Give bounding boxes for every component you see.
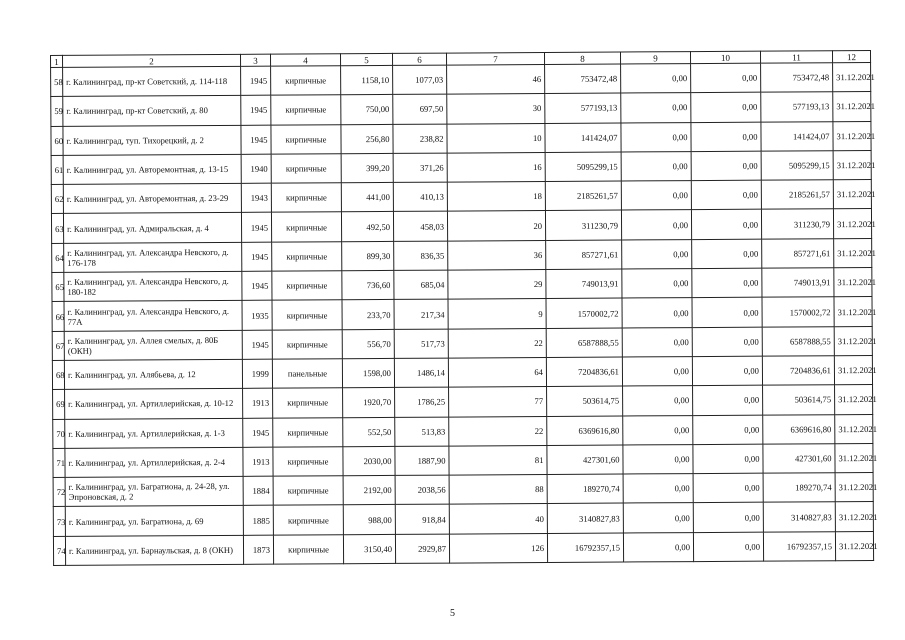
date-cell: 31.12.2021 bbox=[834, 297, 872, 327]
living-area-cell: 918,84 bbox=[395, 505, 449, 535]
column-number: 3 bbox=[240, 54, 270, 66]
year-cell: 1884 bbox=[243, 476, 273, 505]
date-cell: 31.12.2021 bbox=[833, 62, 871, 92]
amount-cell: 0,00 bbox=[693, 385, 763, 415]
year-cell: 1885 bbox=[243, 506, 273, 535]
amount-cell: 0,00 bbox=[693, 503, 763, 533]
residents-count-cell: 10 bbox=[447, 123, 545, 153]
date-cell: 31.12.2021 bbox=[835, 385, 873, 415]
residents-count-cell: 46 bbox=[447, 64, 545, 94]
material-cell: кирпичные bbox=[273, 447, 343, 477]
row-number: 71 bbox=[53, 448, 65, 477]
date-cell: 31.12.2021 bbox=[835, 414, 873, 444]
amount-cell: 0,00 bbox=[693, 473, 763, 503]
amount-cell: 0,00 bbox=[691, 180, 761, 210]
residents-count-cell: 126 bbox=[449, 533, 547, 563]
row-number: 72 bbox=[53, 478, 65, 507]
total-area-cell: 256,80 bbox=[341, 124, 393, 154]
amount-cell: 0,00 bbox=[622, 239, 692, 269]
living-area-cell: 1077,03 bbox=[393, 65, 447, 95]
address-cell: г. Калининград, туп. Тихорецкий, д. 2 bbox=[63, 125, 241, 155]
date-cell: 31.12.2021 bbox=[835, 443, 873, 473]
row-number: 61 bbox=[51, 155, 63, 184]
amount-cell: 427301,60 bbox=[547, 445, 623, 475]
amount-cell: 1570002,72 bbox=[546, 298, 622, 328]
amount-cell: 0,00 bbox=[691, 122, 761, 152]
column-number: 4 bbox=[270, 54, 340, 66]
amount-cell: 5095299,15 bbox=[761, 151, 833, 181]
date-cell: 31.12.2021 bbox=[833, 180, 871, 210]
amount-cell: 0,00 bbox=[691, 151, 761, 181]
amount-cell: 0,00 bbox=[692, 268, 762, 298]
residents-count-cell: 9 bbox=[448, 299, 546, 329]
material-cell: кирпичные bbox=[271, 66, 341, 96]
amount-cell: 0,00 bbox=[623, 474, 693, 504]
amount-cell: 0,00 bbox=[622, 269, 692, 299]
year-cell: 1873 bbox=[243, 535, 273, 564]
amount-cell: 0,00 bbox=[622, 298, 692, 328]
amount-cell: 0,00 bbox=[692, 327, 762, 357]
living-area-cell: 836,35 bbox=[394, 241, 448, 271]
amount-cell: 2185261,57 bbox=[545, 181, 621, 211]
amount-cell: 0,00 bbox=[621, 64, 691, 94]
material-cell: кирпичные bbox=[273, 505, 343, 535]
date-cell: 31.12.2021 bbox=[834, 268, 872, 298]
total-area-cell: 2030,00 bbox=[343, 446, 395, 476]
living-area-cell: 513,83 bbox=[395, 417, 449, 447]
address-cell: г. Калининград, ул. Александра Невского, д. 176-178 bbox=[64, 242, 242, 272]
row-number: 60 bbox=[51, 126, 63, 155]
total-area-cell: 2192,00 bbox=[343, 476, 395, 506]
column-number: 11 bbox=[760, 51, 832, 63]
amount-cell: 6587888,55 bbox=[546, 328, 622, 358]
row-number: 58 bbox=[51, 67, 63, 96]
residents-count-cell: 36 bbox=[448, 240, 546, 270]
row-number: 59 bbox=[51, 97, 63, 126]
living-area-cell: 697,50 bbox=[393, 94, 447, 124]
year-cell: 1945 bbox=[241, 125, 271, 154]
amount-cell: 7204836,61 bbox=[762, 356, 834, 386]
amount-cell: 2185261,57 bbox=[761, 180, 833, 210]
living-area-cell: 217,34 bbox=[394, 299, 448, 329]
amount-cell: 0,00 bbox=[621, 151, 691, 181]
amount-cell: 189270,74 bbox=[763, 473, 835, 503]
amount-cell: 0,00 bbox=[622, 357, 692, 387]
material-cell: панельные bbox=[272, 359, 342, 389]
amount-cell: 0,00 bbox=[692, 239, 762, 269]
living-area-cell: 1887,90 bbox=[395, 446, 449, 476]
residents-count-cell: 22 bbox=[449, 416, 547, 446]
column-number: 12 bbox=[832, 50, 870, 62]
amount-cell: 311230,79 bbox=[545, 210, 621, 240]
total-area-cell: 736,60 bbox=[342, 270, 394, 300]
total-area-cell: 1920,70 bbox=[343, 388, 395, 418]
amount-cell: 3140827,83 bbox=[763, 502, 835, 532]
residents-count-cell: 20 bbox=[447, 211, 545, 241]
amount-cell: 1570002,72 bbox=[762, 297, 834, 327]
amount-cell: 0,00 bbox=[621, 181, 691, 211]
address-cell: г. Калининград, ул. Артиллерийская, д. 10-12 bbox=[65, 389, 243, 419]
amount-cell: 0,00 bbox=[623, 386, 693, 416]
amount-cell: 753472,48 bbox=[545, 64, 621, 94]
material-cell: кирпичные bbox=[273, 534, 343, 564]
residents-count-cell: 29 bbox=[448, 270, 546, 300]
total-area-cell: 492,50 bbox=[341, 212, 393, 242]
total-area-cell: 233,70 bbox=[342, 300, 394, 330]
amount-cell: 0,00 bbox=[691, 63, 761, 93]
amount-cell: 6587888,55 bbox=[762, 326, 834, 356]
amount-cell: 0,00 bbox=[693, 444, 763, 474]
residents-count-cell: 18 bbox=[447, 182, 545, 212]
row-number: 67 bbox=[52, 331, 64, 360]
address-cell: г. Калининград, ул. Артиллерийская, д. 2-4 bbox=[65, 447, 243, 477]
amount-cell: 749013,91 bbox=[546, 269, 622, 299]
amount-cell: 503614,75 bbox=[547, 386, 623, 416]
address-cell: г. Калининград, ул. Алябьева, д. 12 bbox=[64, 359, 242, 389]
amount-cell: 7204836,61 bbox=[546, 357, 622, 387]
date-cell: 31.12.2021 bbox=[833, 121, 871, 151]
amount-cell: 5095299,15 bbox=[545, 152, 621, 182]
amount-cell: 577193,13 bbox=[545, 93, 621, 123]
material-cell: кирпичные bbox=[271, 154, 341, 184]
living-area-cell: 2038,56 bbox=[395, 475, 449, 505]
material-cell: кирпичные bbox=[272, 271, 342, 301]
total-area-cell: 1598,00 bbox=[342, 358, 394, 388]
year-cell: 1945 bbox=[241, 95, 271, 124]
material-cell: кирпичные bbox=[271, 183, 341, 213]
amount-cell: 0,00 bbox=[621, 210, 691, 240]
year-cell: 1945 bbox=[242, 242, 272, 271]
year-cell: 1945 bbox=[242, 330, 272, 359]
living-area-cell: 685,04 bbox=[394, 270, 448, 300]
address-cell: г. Калининград, ул. Александра Невского, д. 180-182 bbox=[64, 271, 242, 301]
year-cell: 1935 bbox=[242, 301, 272, 330]
amount-cell: 857271,61 bbox=[546, 240, 622, 270]
row-number: 69 bbox=[53, 390, 65, 419]
address-cell: г. Калининград, ул. Адмиральская, д. 4 bbox=[63, 213, 241, 243]
material-cell: кирпичные bbox=[271, 95, 341, 125]
total-area-cell: 441,00 bbox=[341, 183, 393, 213]
material-cell: кирпичные bbox=[271, 124, 341, 154]
living-area-cell: 371,26 bbox=[393, 153, 447, 183]
living-area-cell: 458,03 bbox=[393, 212, 447, 242]
address-cell: г. Калининград, ул. Авторемонтная, д. 13-15 bbox=[63, 154, 241, 184]
date-cell: 31.12.2021 bbox=[835, 502, 873, 532]
total-area-cell: 556,70 bbox=[342, 329, 394, 359]
address-cell: г. Калининград, ул. Александра Невского, д. 77А bbox=[64, 301, 242, 331]
total-area-cell: 3150,40 bbox=[343, 534, 395, 564]
total-area-cell: 552,50 bbox=[343, 417, 395, 447]
amount-cell: 0,00 bbox=[623, 503, 693, 533]
residents-count-cell: 81 bbox=[449, 445, 547, 475]
row-number: 62 bbox=[51, 185, 63, 214]
address-cell: г. Калининград, ул. Аллея смелых, д. 80Б (ОКН) bbox=[64, 330, 242, 360]
year-cell: 1940 bbox=[241, 154, 271, 183]
year-cell: 1945 bbox=[243, 418, 273, 447]
column-number: 2 bbox=[63, 54, 241, 67]
amount-cell: 427301,60 bbox=[763, 444, 835, 474]
column-number: 10 bbox=[690, 51, 760, 63]
year-cell: 1945 bbox=[242, 271, 272, 300]
date-cell: 31.12.2021 bbox=[834, 326, 872, 356]
residents-count-cell: 22 bbox=[448, 328, 546, 358]
date-cell: 31.12.2021 bbox=[834, 355, 872, 385]
amount-cell: 141424,07 bbox=[761, 121, 833, 151]
year-cell: 1999 bbox=[242, 359, 272, 388]
amount-cell: 0,00 bbox=[691, 210, 761, 240]
year-cell: 1913 bbox=[243, 388, 273, 417]
material-cell: кирпичные bbox=[272, 242, 342, 272]
row-number: 64 bbox=[52, 243, 64, 272]
amount-cell: 0,00 bbox=[691, 92, 761, 122]
row-number: 68 bbox=[52, 360, 64, 389]
total-area-cell: 988,00 bbox=[343, 505, 395, 535]
page-number: 5 bbox=[450, 608, 455, 619]
amount-cell: 0,00 bbox=[693, 415, 763, 445]
residents-count-cell: 16 bbox=[447, 152, 545, 182]
amount-cell: 0,00 bbox=[692, 356, 762, 386]
column-number: 8 bbox=[544, 52, 620, 64]
row-number: 74 bbox=[53, 536, 65, 565]
amount-cell: 0,00 bbox=[623, 532, 693, 562]
living-area-cell: 1786,25 bbox=[395, 387, 449, 417]
address-cell: г. Калининград, пр-кт Советский, д. 80 bbox=[63, 96, 241, 126]
amount-cell: 0,00 bbox=[623, 444, 693, 474]
living-area-cell: 1486,14 bbox=[394, 358, 448, 388]
row-number: 66 bbox=[52, 302, 64, 331]
material-cell: кирпичные bbox=[273, 476, 343, 506]
year-cell: 1943 bbox=[241, 183, 271, 212]
amount-cell: 16792357,15 bbox=[763, 531, 835, 561]
amount-cell: 141424,07 bbox=[545, 123, 621, 153]
amount-cell: 857271,61 bbox=[762, 238, 834, 268]
amount-cell: 3140827,83 bbox=[547, 503, 623, 533]
year-cell: 1913 bbox=[243, 447, 273, 476]
row-number: 65 bbox=[52, 272, 64, 301]
amount-cell: 16792357,15 bbox=[547, 533, 623, 563]
amount-cell: 0,00 bbox=[621, 122, 691, 152]
residents-count-cell: 40 bbox=[449, 504, 547, 534]
amount-cell: 0,00 bbox=[693, 532, 763, 562]
amount-cell: 503614,75 bbox=[763, 385, 835, 415]
address-cell: г. Калининград, ул. Багратиона, д. 24-28, ул. Эпроновская, д. 2 bbox=[65, 476, 243, 506]
address-cell: г. Калининград, ул. Авторемонтная, д. 23-29 bbox=[63, 184, 241, 214]
amount-cell: 753472,48 bbox=[761, 63, 833, 93]
column-number: 5 bbox=[340, 53, 392, 65]
address-cell: г. Калининград, ул. Артиллерийская, д. 1-3 bbox=[65, 418, 243, 448]
material-cell: кирпичные bbox=[273, 388, 343, 418]
total-area-cell: 1158,10 bbox=[341, 65, 393, 95]
column-number: 1 bbox=[51, 55, 63, 67]
material-cell: кирпичные bbox=[272, 329, 342, 359]
material-cell: кирпичные bbox=[272, 300, 342, 330]
living-area-cell: 517,73 bbox=[394, 329, 448, 359]
date-cell: 31.12.2021 bbox=[833, 209, 871, 239]
table-row bbox=[53, 531, 873, 565]
living-area-cell: 238,82 bbox=[393, 124, 447, 154]
amount-cell: 577193,13 bbox=[761, 92, 833, 122]
row-number: 73 bbox=[53, 507, 65, 536]
residents-count-cell: 30 bbox=[447, 94, 545, 124]
residents-count-cell: 64 bbox=[448, 357, 546, 387]
amount-cell: 0,00 bbox=[623, 415, 693, 445]
amount-cell: 6369616,80 bbox=[763, 414, 835, 444]
date-cell: 31.12.2021 bbox=[835, 473, 873, 503]
amount-cell: 311230,79 bbox=[761, 209, 833, 239]
amount-cell: 189270,74 bbox=[547, 474, 623, 504]
date-cell: 31.12.2021 bbox=[835, 531, 873, 561]
address-cell: г. Калининград, ул. Багратиона, д. 69 bbox=[65, 506, 243, 536]
residents-count-cell: 88 bbox=[449, 475, 547, 505]
column-number: 9 bbox=[620, 52, 690, 64]
total-area-cell: 899,30 bbox=[342, 241, 394, 271]
date-cell: 31.12.2021 bbox=[834, 238, 872, 268]
date-cell: 31.12.2021 bbox=[833, 92, 871, 122]
amount-cell: 6369616,80 bbox=[547, 416, 623, 446]
address-cell: г. Калининград, ул. Барнаульская, д. 8 (ОКН) bbox=[65, 535, 243, 565]
material-cell: кирпичные bbox=[273, 417, 343, 447]
amount-cell: 749013,91 bbox=[762, 268, 834, 298]
address-cell: г. Калининград, пр-кт Советский, д. 114-118 bbox=[63, 66, 241, 96]
date-cell: 31.12.2021 bbox=[833, 150, 871, 180]
total-area-cell: 750,00 bbox=[341, 95, 393, 125]
living-area-cell: 410,13 bbox=[393, 182, 447, 212]
amount-cell: 0,00 bbox=[692, 298, 762, 328]
year-cell: 1945 bbox=[241, 213, 271, 242]
document-page bbox=[50, 51, 878, 595]
amount-cell: 0,00 bbox=[621, 93, 691, 123]
total-area-cell: 399,20 bbox=[341, 153, 393, 183]
column-number: 7 bbox=[446, 52, 544, 65]
row-number: 70 bbox=[53, 419, 65, 448]
residents-count-cell: 77 bbox=[449, 387, 547, 417]
amount-cell: 0,00 bbox=[622, 327, 692, 357]
year-cell: 1945 bbox=[241, 66, 271, 95]
living-area-cell: 2929,87 bbox=[395, 534, 449, 564]
material-cell: кирпичные bbox=[271, 212, 341, 242]
housing-register-table bbox=[50, 50, 878, 566]
column-number: 6 bbox=[392, 53, 446, 65]
row-number: 63 bbox=[51, 214, 63, 243]
